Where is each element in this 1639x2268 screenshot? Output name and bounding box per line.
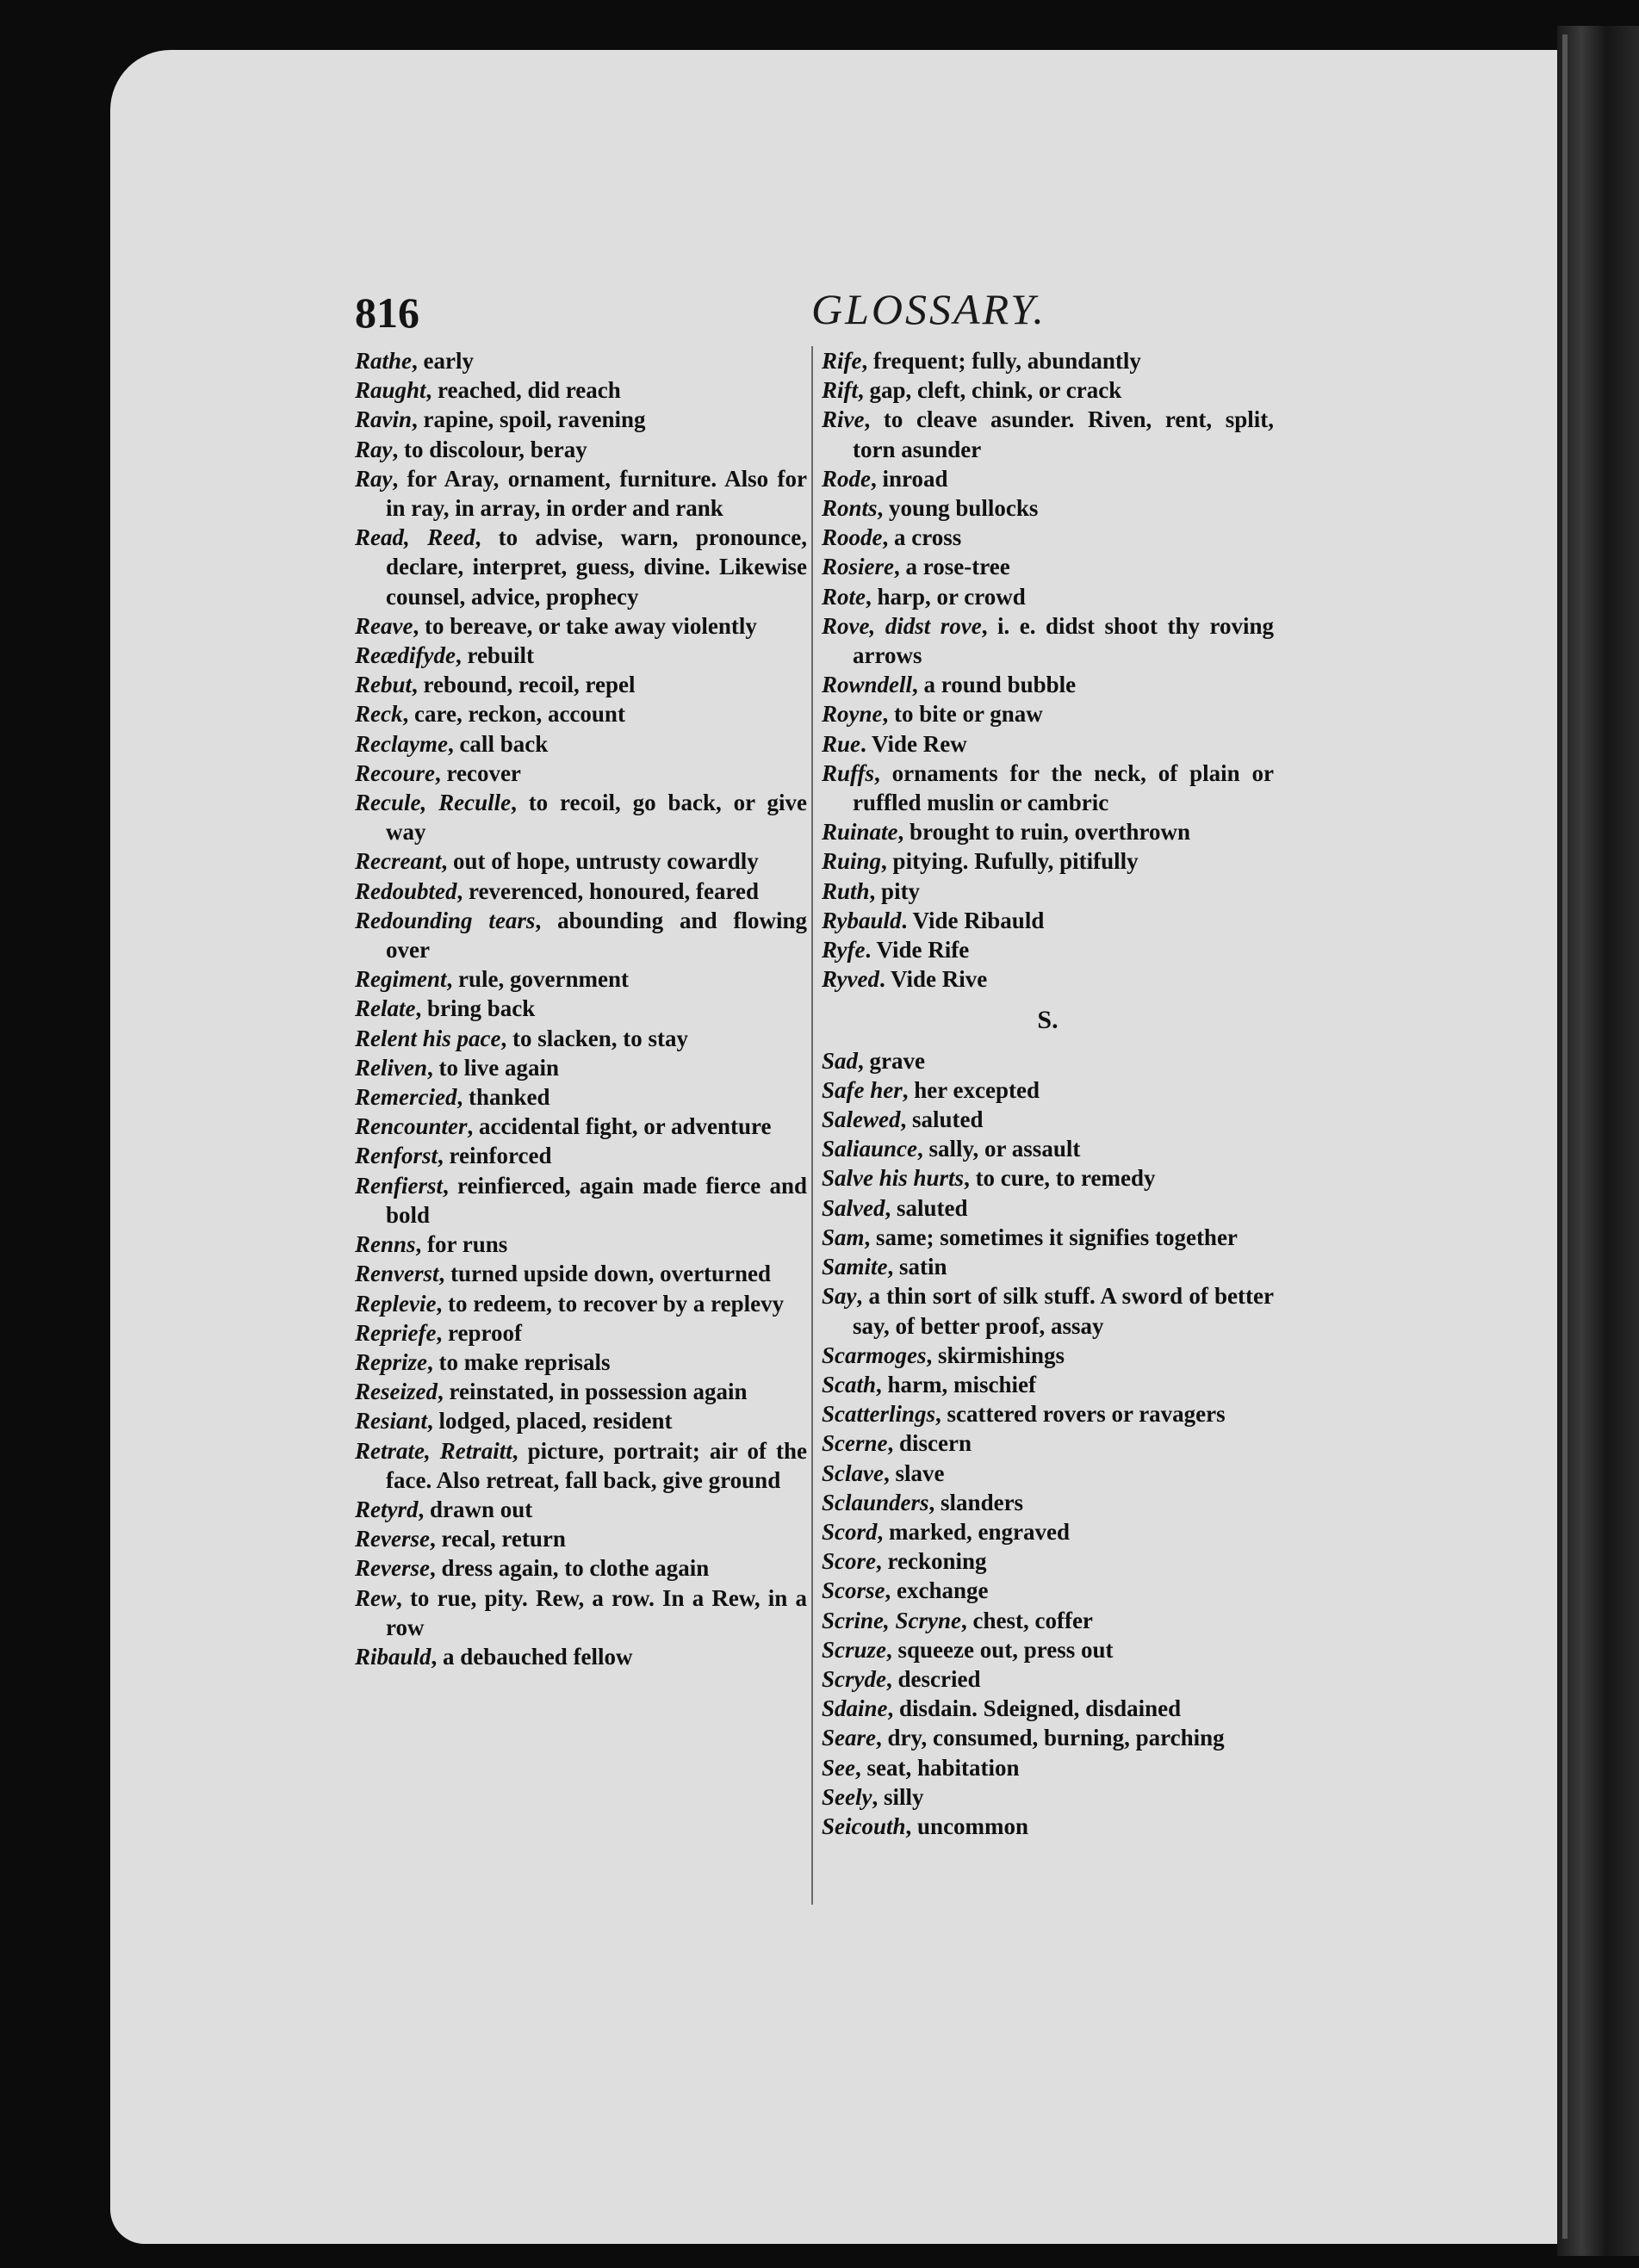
glossary-entry	[822, 464, 1274, 493]
definition: , seat, habitation	[854, 1754, 1020, 1781]
definition: , recover	[434, 759, 521, 786]
definition: , picture, portrait; air of the face. Also retreat, fall back, give ground	[386, 1437, 807, 1493]
definition: , recal, return	[429, 1526, 566, 1552]
definition: , pitying. Rufully, pitifully	[881, 848, 1139, 875]
definition: , care, reckon, account	[402, 701, 625, 728]
definition: , out of hope, untrusty cowardly	[441, 848, 759, 875]
glossary-entry	[822, 405, 1274, 463]
definition: . Vide Rew	[860, 730, 967, 757]
glossary-entry	[355, 464, 807, 523]
headword: Ray	[355, 465, 393, 492]
glossary-entry	[822, 346, 1274, 375]
glossary-entry	[822, 817, 1274, 846]
glossary-entry	[355, 877, 807, 906]
definition: , ornaments for the neck, of plain or ruffled muslin or cambric	[853, 759, 1274, 816]
headword: Samite	[822, 1254, 888, 1280]
glossary-entry	[355, 1406, 807, 1435]
entries-s	[822, 1046, 1274, 1841]
headword: Ronts	[822, 495, 878, 522]
headword: Seely	[822, 1783, 872, 1810]
headword: Scruze	[822, 1636, 887, 1663]
headword: Score	[822, 1548, 876, 1575]
headword: Rencounter	[355, 1113, 468, 1140]
glossary-entry	[822, 729, 1274, 759]
glossary-entry	[822, 1105, 1274, 1134]
definition: , to bite or gnaw	[882, 701, 1043, 728]
glossary-entry	[822, 1694, 1274, 1723]
glossary-entry	[822, 582, 1274, 611]
headword: Scath	[822, 1371, 877, 1397]
definition: , to cleave asunder. Riven, rent, split, torn asunder	[853, 406, 1274, 462]
headword: Reseized	[355, 1379, 438, 1405]
definition: , reinforced	[438, 1143, 552, 1169]
glossary-entry	[355, 846, 807, 876]
definition: , pity	[869, 877, 921, 904]
definition: , to discolour, beray	[392, 436, 587, 462]
definition: , call back	[447, 730, 549, 757]
headword: Scord	[822, 1518, 878, 1545]
headword: Renfierst	[355, 1172, 444, 1199]
glossary-entry	[822, 877, 1274, 906]
glossary-entry	[822, 906, 1274, 935]
definition: , i. e. didst shoot thy roving arrows	[853, 612, 1274, 669]
definition: , gap, cleft, chink, or crack	[858, 377, 1122, 404]
headword: Sad	[822, 1047, 859, 1074]
headword: Rybauld	[822, 907, 902, 933]
headword: Rue	[822, 730, 861, 757]
headword: Reclayme	[355, 730, 448, 757]
definition: , to advise, warn, pronounce, declare, interpret, guess, divine. Likewise counsel, advice, prophecy	[386, 524, 807, 610]
column-divider	[811, 346, 813, 1905]
headword: Reave	[355, 612, 413, 639]
glossary-entry	[822, 1635, 1274, 1664]
headword: Regiment	[355, 966, 447, 993]
glossary-entry	[355, 729, 807, 759]
glossary-entry	[355, 1053, 807, 1082]
headword: Ruing	[822, 848, 882, 875]
definition: , skirmishings	[926, 1342, 1065, 1368]
glossary-entry	[355, 1377, 807, 1406]
definition: , rapine, spoil, ravening	[412, 406, 646, 433]
headword: Rew	[355, 1584, 397, 1611]
headword: Repriefe	[355, 1319, 437, 1346]
running-title: GLOSSARY.	[811, 285, 1046, 333]
definition: , rebound, recoil, repel	[412, 672, 636, 698]
headword: Reverse	[355, 1526, 430, 1552]
definition: , thanked	[456, 1084, 550, 1111]
headword: Rive	[822, 406, 865, 433]
definition: , to redeem, to recover by a replevy	[436, 1290, 785, 1317]
headword: Salve his hurts	[822, 1165, 965, 1192]
definition: . Vide Rive	[878, 966, 988, 993]
definition: , silly	[872, 1783, 924, 1810]
headword: See	[822, 1754, 855, 1781]
definition: , a debauched fellow	[431, 1643, 633, 1670]
headword: Read, Reed	[355, 524, 475, 551]
headword: Scorse	[822, 1577, 885, 1604]
headword: Rosiere	[822, 554, 894, 580]
definition: , rule, government	[446, 966, 629, 993]
definition: . Vide Rife	[865, 937, 970, 964]
glossary-entry	[822, 1664, 1274, 1694]
definition: , rebuilt	[455, 642, 534, 669]
glossary-entry	[355, 1524, 807, 1553]
headword: Sclave	[822, 1459, 884, 1486]
headword: Relent his pace	[355, 1025, 501, 1051]
glossary-entry	[355, 1230, 807, 1259]
headword: Safe her	[822, 1076, 903, 1103]
glossary-entry	[355, 1112, 807, 1141]
definition: , descried	[885, 1665, 981, 1692]
headword: Salved	[822, 1194, 885, 1221]
glossary-column-right	[822, 346, 1274, 1841]
glossary-entry	[355, 670, 807, 699]
definition: , discern	[887, 1430, 972, 1457]
glossary-entry	[822, 1341, 1274, 1370]
definition: , reckoning	[876, 1548, 987, 1575]
definition: , slanders	[928, 1489, 1024, 1515]
glossary-entry	[822, 1428, 1274, 1458]
glossary-entry	[355, 1318, 807, 1348]
glossary-entry	[822, 1399, 1274, 1428]
definition: , satin	[887, 1254, 947, 1280]
glossary-entry	[822, 1193, 1274, 1223]
definition: , to live again	[426, 1054, 559, 1081]
glossary-entry	[355, 523, 807, 611]
glossary-entry	[822, 493, 1274, 523]
glossary-entry	[822, 699, 1274, 728]
glossary-entry	[822, 1546, 1274, 1576]
headword: Scrine, Scryne	[822, 1607, 961, 1633]
glossary-entry	[822, 846, 1274, 876]
glossary-entry	[355, 1348, 807, 1377]
glossary-entry	[355, 1642, 807, 1671]
definition: , squeeze out, press out	[886, 1636, 1114, 1663]
definition: , for runs	[415, 1231, 508, 1258]
glossary-entry	[822, 670, 1274, 699]
headword: Redounding tears	[355, 907, 536, 933]
definition: , drawn out	[418, 1496, 533, 1522]
entries-r-continued	[822, 346, 1274, 994]
definition: , turned upside down, overturned	[438, 1261, 772, 1287]
definition: , saluted	[900, 1106, 984, 1133]
glossary-entry	[822, 964, 1274, 994]
headword: Relate	[355, 995, 416, 1022]
headword: Saliaunce	[822, 1136, 918, 1162]
definition: , to cure, to remedy	[964, 1165, 1156, 1192]
glossary-entry	[822, 1606, 1274, 1635]
glossary-entry	[355, 346, 807, 375]
definition: , a cross	[882, 524, 962, 551]
headword: Ruffs	[822, 759, 875, 786]
definition: , uncommon	[905, 1813, 1029, 1839]
glossary-entry	[822, 1753, 1274, 1782]
definition: , dress again, to clothe again	[429, 1555, 710, 1582]
definition: , marked, engraved	[877, 1518, 1070, 1545]
glossary-entry	[822, 759, 1274, 817]
glossary-column-left	[355, 346, 807, 1671]
headword: Reliven	[355, 1054, 427, 1081]
glossary-entry	[355, 435, 807, 464]
headword: Renforst	[355, 1143, 438, 1169]
definition: , to make reprisals	[427, 1348, 611, 1375]
definition: , frequent; fully, abundantly	[861, 348, 1141, 374]
glossary-entry	[355, 759, 807, 788]
glossary-entry	[355, 699, 807, 728]
headword: Renns	[355, 1231, 416, 1258]
definition: , reinfierced, again made fierce and bold	[386, 1172, 807, 1228]
definition: , exchange	[885, 1577, 989, 1604]
definition: , slave	[883, 1459, 945, 1486]
headword: Scerne	[822, 1430, 888, 1457]
headword: Recoure	[355, 759, 435, 786]
headword: Rove, didst rove	[822, 612, 982, 639]
headword: Redoubted	[355, 877, 457, 904]
glossary-entry	[822, 1517, 1274, 1546]
headword: Remercied	[355, 1084, 457, 1111]
definition: , reverenced, honoured, feared	[456, 877, 759, 904]
definition: , same; sometimes it signifies together	[864, 1224, 1238, 1250]
definition: , dry, consumed, burning, parching	[876, 1725, 1225, 1751]
definition: , harm, mischief	[876, 1371, 1036, 1397]
definition: , abounding and flowing over	[386, 907, 807, 964]
headword: Ravin	[355, 406, 413, 433]
headword: Recule, Reculle	[355, 790, 512, 816]
glossary-entry	[355, 1289, 807, 1318]
glossary-entry	[822, 375, 1274, 405]
headword: Royne	[822, 701, 883, 728]
glossary-entry	[355, 994, 807, 1023]
definition: , inroad	[871, 465, 948, 492]
glossary-entry	[822, 1223, 1274, 1252]
headword: Rebut	[355, 672, 413, 698]
glossary-entry	[822, 1370, 1274, 1399]
definition: , saluted	[885, 1194, 968, 1221]
headword: Ruinate	[822, 819, 898, 846]
definition: , harp, or crowd	[866, 583, 1026, 610]
headword: Reprize	[355, 1348, 427, 1375]
glossary-entry	[355, 788, 807, 846]
headword: Ribauld	[355, 1643, 431, 1670]
glossary-entry	[822, 1046, 1274, 1075]
definition: , reproof	[436, 1319, 522, 1346]
glossary-entry	[822, 1459, 1274, 1488]
headword: Resiant	[355, 1408, 428, 1435]
definition: , a round bubble	[912, 672, 1077, 698]
headword: Sclaunders	[822, 1489, 929, 1515]
headword: Salewed	[822, 1106, 901, 1133]
glossary-entry	[822, 552, 1274, 581]
glossary-entry	[822, 1723, 1274, 1752]
headword: Reverse	[355, 1555, 430, 1582]
glossary-entry	[355, 611, 807, 641]
glossary-entry	[822, 1075, 1274, 1105]
definition: , bring back	[415, 995, 536, 1022]
definition: . Vide Ribauld	[901, 907, 1045, 933]
headword: Rote	[822, 583, 866, 610]
headword: Roode	[822, 524, 883, 551]
headword: Retrate, Retraitt	[355, 1437, 512, 1464]
glossary-entry	[822, 1281, 1274, 1340]
headword: Ray	[355, 436, 393, 462]
page-edge	[1557, 26, 1639, 2256]
headword: Scarmoges	[822, 1342, 927, 1368]
headword: Renverst	[355, 1261, 439, 1287]
headword: Rift	[822, 377, 859, 404]
glossary-entry	[822, 1252, 1274, 1281]
glossary-entry	[822, 523, 1274, 552]
headword: Recreant	[355, 848, 442, 875]
headword: Sdaine	[822, 1695, 888, 1722]
glossary-entry	[822, 611, 1274, 670]
glossary-entry	[822, 1488, 1274, 1517]
headword: Rowndell	[822, 672, 913, 698]
glossary-entry	[355, 1259, 807, 1288]
glossary-entry	[355, 641, 807, 670]
page-header	[355, 276, 1371, 353]
glossary-entry	[822, 935, 1274, 964]
glossary-entry	[822, 1134, 1274, 1163]
definition: , to rue, pity. Rew, a row. In a Rew, in a row	[386, 1584, 807, 1640]
glossary-entry	[822, 1812, 1274, 1841]
glossary-entry	[355, 964, 807, 994]
definition: , chest, coffer	[961, 1607, 1093, 1633]
headword: Seicouth	[822, 1813, 906, 1839]
glossary-entry	[355, 1024, 807, 1053]
headword: Scatterlings	[822, 1401, 936, 1428]
glossary-entry	[355, 1171, 807, 1230]
headword: Reck	[355, 701, 403, 728]
headword: Scryde	[822, 1665, 886, 1692]
glossary-entry	[822, 1163, 1274, 1193]
definition: , brought to ruin, overthrown	[897, 819, 1191, 846]
headword: Sam	[822, 1224, 865, 1250]
glossary-entry	[355, 906, 807, 964]
definition: , scattered rovers or ravagers	[935, 1401, 1226, 1428]
glossary-entry	[355, 1495, 807, 1524]
headword: Rathe	[355, 348, 413, 374]
headword: Replevie	[355, 1290, 437, 1317]
gutter-line	[1562, 34, 1568, 2239]
definition: , to slacken, to stay	[500, 1025, 688, 1051]
definition: , sally, or assault	[917, 1136, 1081, 1162]
glossary-entry	[355, 375, 807, 405]
headword: Reædifyde	[355, 642, 456, 669]
page-number: 816	[355, 288, 419, 337]
section-letter-heading: S.	[1037, 1006, 1059, 1035]
headword: Rife	[822, 348, 862, 374]
definition: , early	[412, 348, 474, 374]
definition: , a rose-tree	[894, 554, 1010, 580]
definition: , her excepted	[902, 1076, 1040, 1103]
headword: Say	[822, 1283, 857, 1310]
headword: Ruth	[822, 877, 870, 904]
definition: , reinstated, in possession again	[437, 1379, 748, 1405]
definition: , for Aray, ornament, furniture. Also for in ray, in array, in order and rank	[386, 465, 807, 522]
headword: Raught	[355, 377, 426, 404]
definition: , to recoil, go back, or give way	[386, 790, 807, 846]
definition: , lodged, placed, resident	[427, 1408, 673, 1435]
headword: Rode	[822, 465, 871, 492]
definition: , accidental fight, or adventure	[467, 1113, 772, 1140]
glossary-entry	[355, 1583, 807, 1642]
definition: , reached, did reach	[425, 377, 621, 404]
headword: Ryfe	[822, 937, 866, 964]
glossary-entry	[355, 1141, 807, 1170]
definition: , young bullocks	[877, 495, 1039, 522]
glossary-entry	[822, 1782, 1274, 1812]
definition: , a thin sort of silk stuff. A sword of better say, of better proof, assay	[853, 1283, 1274, 1339]
glossary-entry	[822, 1576, 1274, 1605]
headword: Seare	[822, 1725, 876, 1751]
glossary-entry	[355, 1082, 807, 1112]
definition: , to bereave, or take away violently	[413, 612, 757, 639]
headword: Retyrd	[355, 1496, 419, 1522]
definition: , disdain. Sdeigned, disdained	[887, 1695, 1182, 1722]
glossary-entry	[355, 1436, 807, 1495]
headword: Ryved	[822, 966, 879, 993]
glossary-entry	[355, 405, 807, 434]
definition: , grave	[858, 1047, 925, 1074]
glossary-entry	[355, 1553, 807, 1583]
